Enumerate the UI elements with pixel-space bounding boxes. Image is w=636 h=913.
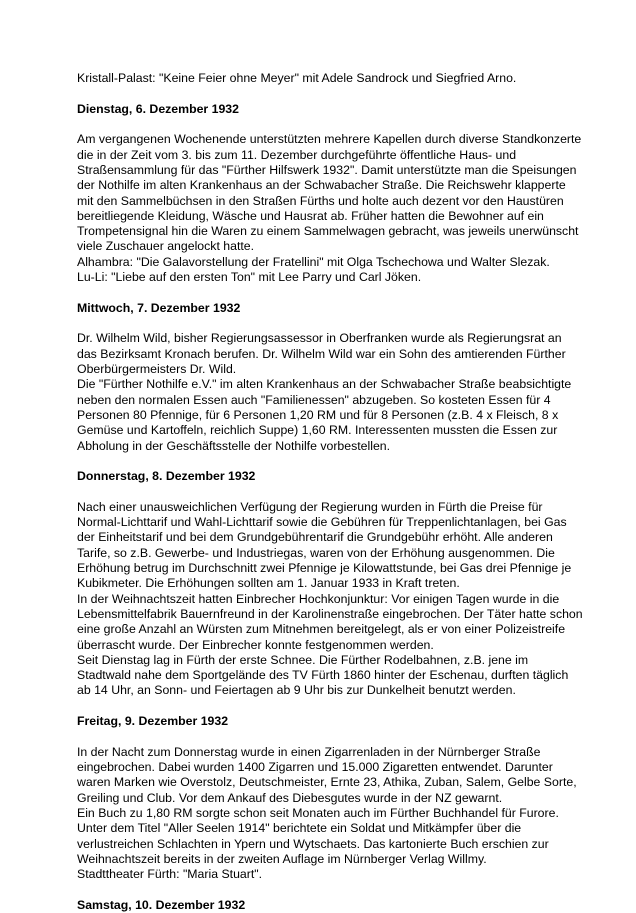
text-line: mit den Sammelbüchsen in den Straßen Fürths und holte auch dezent vor den Haustüren <box>77 193 564 208</box>
text-line: Am vergangenen Wochenende unterstützten mehrere Kapellen durch diverse Standkonzerte <box>77 132 582 147</box>
section <box>77 71 577 86</box>
text-line: In der Weihnachtszeit hatten Einbrecher Hochkonjunktur: Vor einigen Tagen wurde in die <box>77 591 560 606</box>
text-line: Dr. Wilhelm Wild, bisher Regierungsassessor in Oberfranken wurde als Regierungsrat an <box>77 331 562 346</box>
text-line: Kubikmeter. Die Erhöhungen sollten am 1. Januar 1933 in Kraft treten. <box>77 576 460 591</box>
document-body <box>77 71 583 913</box>
text-line: überrascht wurde. Der Einbrecher konnte festgenommen werden. <box>77 637 434 652</box>
section <box>77 714 577 882</box>
text-line: Kristall-Palast: "Keine Feier ohne Meyer" mit Adele Sandrock und Siegfried Arno. <box>77 71 517 85</box>
date-heading: Mittwoch, 7. Dezember 1932 <box>77 300 241 315</box>
paragraph <box>77 331 577 453</box>
section-gap <box>77 882 577 897</box>
section-gap <box>77 285 577 300</box>
section <box>77 469 583 699</box>
text-line: ab 14 Uhr, an Sonn- und Feiertagen ab 9 Uhr bis zur Dunkelheit benutzt werden. <box>77 683 516 698</box>
text-line: die in der Zeit vom 3. bis zum 11. Dezember durchgeführte öffentliche Haus- und <box>77 147 517 162</box>
paragraph <box>77 132 582 285</box>
text-line: Lu-Li: "Liebe auf den ersten Ton" mit Lee Parry und Carl Jöken. <box>77 270 422 285</box>
text-line: neben den normalen Essen auch "Familienessen" abzugeben. So kosteten Essen für 4 <box>77 392 551 407</box>
text-line: In der Nacht zum Donnerstag wurde in einen Zigarrenladen in der Nürnberger Straße <box>77 744 541 759</box>
text-line: der Einheitstarif und bei dem Grundgebührentarif die Grundgebühr erhöht. Alle anderen <box>77 530 553 545</box>
text-line: Erhöhung betrug im Durchschnitt zwei Pfennige je Kilowattstunde, bei Gas drei Pfennige je <box>77 561 572 576</box>
text-line: Oberbürgermeisters Dr. Wild. <box>77 362 237 377</box>
date-heading: Samstag, 10. Dezember 1932 <box>77 897 246 912</box>
date-heading: Dienstag, 6. Dezember 1932 <box>77 101 239 116</box>
text-line: Ein Buch zu 1,80 RM sorgte schon seit Monaten auch im Fürther Buchhandel für Furore. <box>77 806 559 820</box>
text-line: das Bezirksamt Kronach berufen. Dr. Wilhelm Wild war ein Sohn des amtierenden Fürther <box>77 346 566 361</box>
section <box>77 301 577 454</box>
paragraph <box>77 71 577 86</box>
heading-gap <box>77 117 577 132</box>
text-line: waren Marken wie Overstolz, Deutschmeister, Ernte 23, Athika, Zuban, Salem, Gelbe Sorte, <box>77 775 577 790</box>
text-line: Stadttheater Fürth: "Maria Stuart". <box>77 867 263 882</box>
section-gap <box>77 454 577 469</box>
section <box>77 101 582 286</box>
text-line: viele Zuschauer angelockt hatte. <box>77 239 255 254</box>
heading-gap <box>77 316 577 331</box>
text-line: Abholung in der Geschäftsstelle der Nothilfe vorbestellen. <box>77 438 391 453</box>
text-line: Lebensmittelfabrik Bauernfreund in der Karolinenstraße eingebrochen. Der Täter hatte schon <box>77 606 583 621</box>
text-line: Trompetensignal hin die Waren zu einem Sammelwagen gebracht, was jeweils unerwünscht <box>77 224 579 239</box>
heading-gap <box>77 729 577 744</box>
text-line: Seit Dienstag lag in Fürth der erste Schnee. Die Fürther Rodelbahnen, z.B. jene im <box>77 652 529 667</box>
text-line: Personen 80 Pfennige, für 6 Personen 1,20 RM und für 8 Personen (z.B. 4 x Fleisch, 8 x <box>77 407 559 422</box>
heading-gap <box>77 484 577 499</box>
text-line: Normal-Lichttarif und Wahl-Lichttarif sowie die Gebühren für Treppenlichtanlagen, bei Gas <box>77 515 567 530</box>
text-line: Straßensammlung für das "Fürther Hilfswerk 1932". Damit unterstützte man die Speisungen <box>77 162 577 177</box>
section-gap <box>77 699 577 714</box>
text-line: verlustreichen Schlachten in Ypern und Wytschaets. Das kartonierte Buch erschien zur <box>77 836 549 851</box>
text-line: der Nothilfe im alten Krankenhaus an der Schwabacher Straße. Die Reichswehr klapperte <box>77 178 566 193</box>
text-line: Die "Fürther Nothilfe e.V." im alten Krankenhaus an der Schwabacher Straße beabsichtigte <box>77 377 572 392</box>
date-heading: Donnerstag, 8. Dezember 1932 <box>77 469 256 484</box>
text-line: Unter dem Titel "Aller Seelen 1914" berichtete ein Soldat und Mitkämpfer über die <box>77 821 522 836</box>
paragraph <box>77 745 577 883</box>
section-gap <box>77 86 577 101</box>
paragraph <box>77 499 583 699</box>
text-line: eingebrochen. Dabei wurden 1400 Zigarren und 15.000 Zigaretten entwendet. Darunter <box>77 760 553 775</box>
text-line: Gemüse und Kartoffeln, reichlich Suppe) 1,60 RM. Interessenten mussten die Essen zur <box>77 423 558 438</box>
text-line: Weihnachtszeit bereits in der zweiten Auflage im Nürnberger Verlag Willmy. <box>77 851 487 866</box>
text-line: bereitliegende Kleidung, Wäsche und Hausrat ab. Früher hatten die Bewohner auf ein <box>77 208 544 223</box>
text-line: eine große Anzahl an Würsten zum Mitnehmen bereitgelegt, als er von einer Polizeistreife <box>77 622 566 637</box>
text-line: Greiling und Club. Vor dem Ankauf des Diebesgutes wurde in der NZ gewarnt. <box>77 790 503 805</box>
text-line: Stadtwald nahe dem Sportgelände des TV Fürth 1860 hinter der Eschenau, durften täglich <box>77 668 569 683</box>
section <box>77 898 577 913</box>
text-line: Alhambra: "Die Galavorstellung der Fratellini" mit Olga Tschechowa und Walter Slezak. <box>77 254 550 269</box>
date-heading: Freitag, 9. Dezember 1932 <box>77 714 229 729</box>
text-line: Tarife, so z.B. Gewerbe- und Industriegas, waren von der Erhöhung ausgenommen. Die <box>77 545 555 560</box>
text-line: Nach einer unausweichlichen Verfügung der Regierung wurden in Fürth die Preise für <box>77 499 543 514</box>
